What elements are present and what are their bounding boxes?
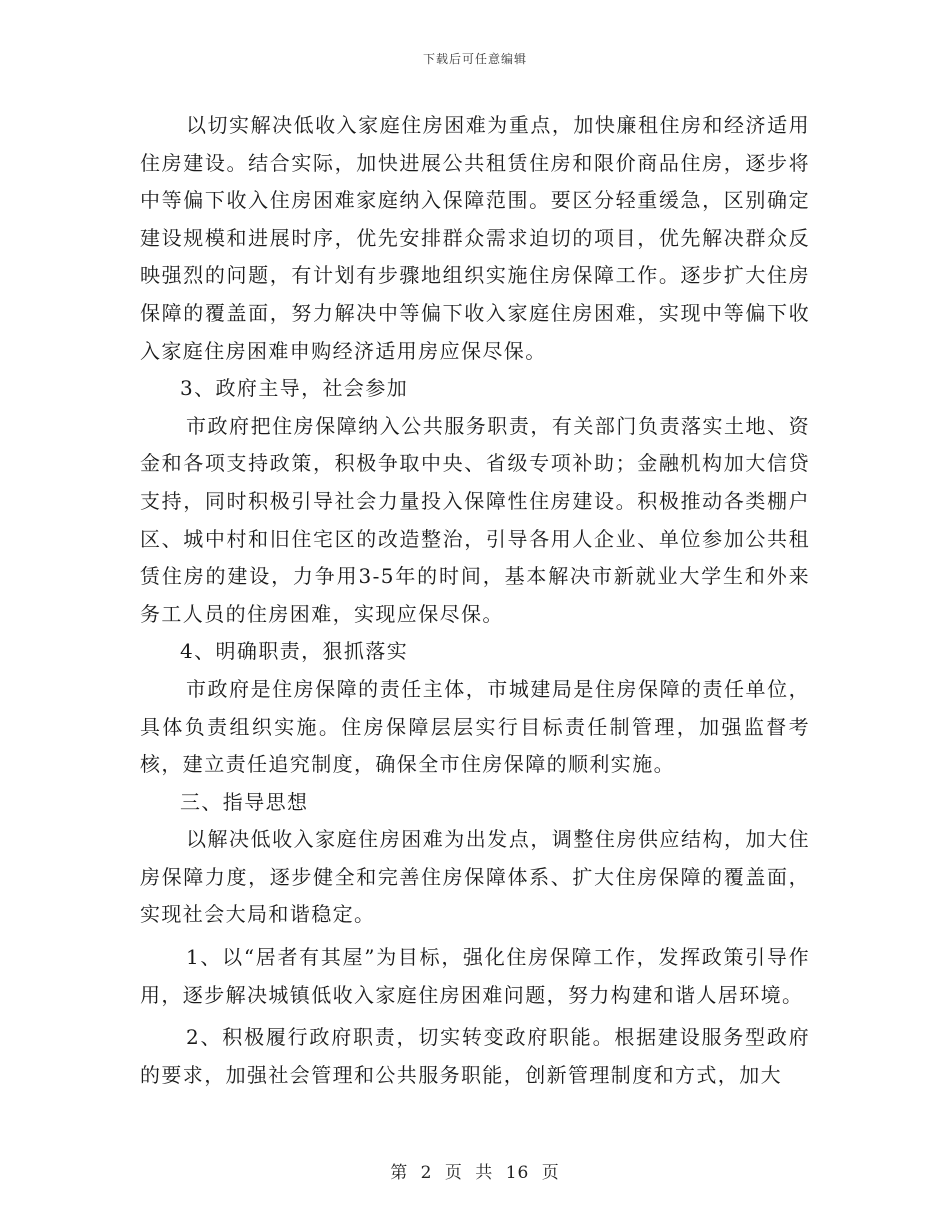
paragraph-government-led: 市政府把住房保障纳入公共服务职责，有关部门负责落实土地、资金和各项支持政策，积极争取中央、省级专项补助；金融机构加大信贷支持，同时积极引导社会力量投入保障性住房建设。积极推动各类棚户区、城中村和旧住宅区的改造整治，引导各用人企业、单位参加公共租赁住房的建设，力争用3-5年的时间，基本解决市新就业大学生和外来务工人员的住房困难，实现应保尽保。 — [140, 413, 810, 626]
section-heading-guiding-ideology: 三、指导思想 — [180, 789, 309, 814]
paragraph-item-2: 2、积极履行政府职责，切实转变政府职能。根据建设服务型政府的要求，加强社会管理和公共服务职能，创新管理制度和方式，加大 — [140, 1025, 810, 1087]
section-heading-responsibilities: 4、明确职责，狠抓落实 — [180, 639, 409, 664]
paragraph-item-1: 1、以“居者有其屋”为目标，强化住房保障工作，发挥政策引导作用，逐步解决城镇低收入家庭住房困难问题，努力构建和谐人居环境。 — [140, 945, 810, 1007]
page-header: 下载后可任意编辑 — [422, 52, 527, 66]
paragraph-housing-priority: 以切实解决低收入家庭住房困难为重点，加快廉租住房和经济适用住房建设。结合实际，加快进展公共租赁住房和限价商品住房，逐步将中等偏下收入住房困难家庭纳入保障范围。要区分轻重缓急，区别确定建设规模和进展时序，优先安排群众需求迫切的项目，优先解决群众反映强烈的问题，有计划有步骤地组织实施住房保障工作。逐步扩大住房保障的覆盖面，努力解决中等偏下收入家庭住房困难，实现中等偏下收入家庭住房困难申购经济适用房应保尽保。 — [140, 113, 810, 363]
paragraph-responsibilities: 市政府是住房保障的责任主体，市城建局是住房保障的责任单位，具体负责组织实施。住房保障层层实行目标责任制管理，加强监督考核，建立责任追究制度，确保全市住房保障的顺利实施。 — [140, 676, 810, 777]
page-number: 第 2 页 共 16 页 — [390, 1163, 560, 1183]
section-heading-government-led: 3、政府主导，社会参加 — [180, 376, 409, 401]
document-body — [140, 107, 810, 1094]
paragraph-guiding-ideology: 以解决低收入家庭住房困难为出发点，调整住房供应结构，加大住房保障力度，逐步健全和完善住房保障体系、扩大住房保障的覆盖面，实现社会大局和谐稳定。 — [140, 827, 810, 927]
